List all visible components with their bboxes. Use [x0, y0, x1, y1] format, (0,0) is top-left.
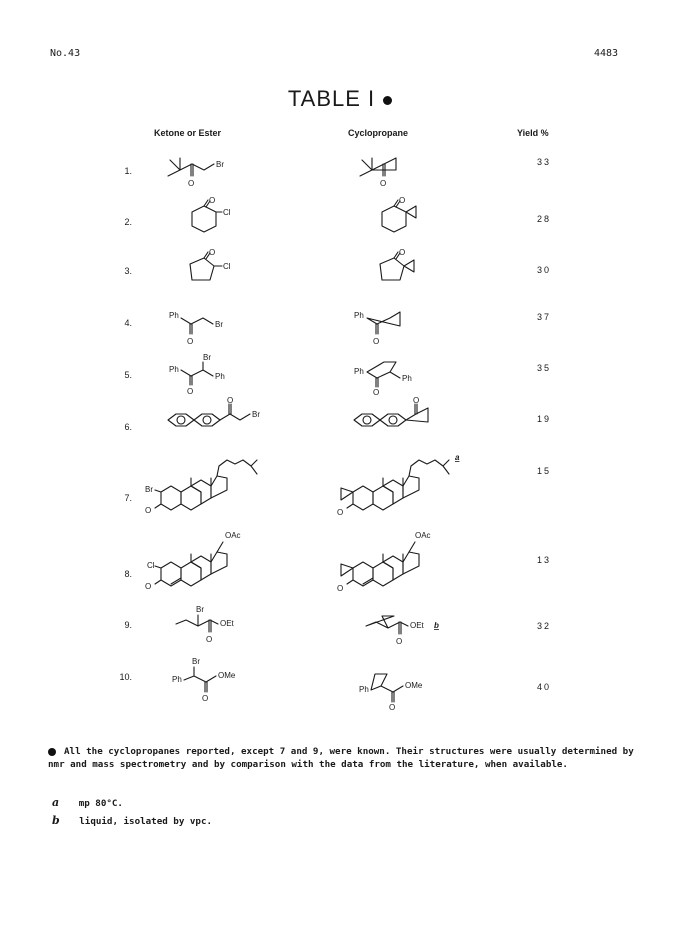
footnote-a-marker: a [52, 796, 60, 809]
atom-label-O: O [399, 196, 406, 205]
row-number: 3. [124, 266, 132, 276]
atom-label-Br: Br [203, 353, 211, 362]
atom-label-Br: Br [145, 485, 153, 494]
reactant-structure-10 [170, 654, 260, 703]
atom-label-Cl: Cl [147, 561, 155, 570]
atom-label-Ph: Ph [169, 311, 179, 320]
atom-label-O: O [413, 396, 420, 405]
reactant-structure-6 [160, 398, 270, 442]
atom-label-O: O [188, 179, 195, 188]
bullet-icon [48, 748, 56, 756]
product-structure-8 [335, 528, 475, 600]
atom-label-O: O [399, 248, 406, 257]
row-number: 4. [124, 318, 132, 328]
yield-value: 35 [536, 363, 551, 373]
row-number: 7. [124, 493, 132, 503]
row-number: 10. [119, 672, 132, 682]
atom-label-Ph: Ph [215, 372, 225, 381]
atom-label-O: O [337, 584, 344, 593]
table-title-text: TABLE I [287, 86, 376, 111]
atom-label-Ph: Ph [354, 311, 364, 320]
yield-value: 37 [536, 312, 551, 322]
row-number: 8. [124, 569, 132, 579]
product-structure-7 [335, 452, 475, 524]
journal-number: No.43 [50, 48, 81, 59]
column-header-yield: Yield % [517, 128, 549, 138]
atom-label-Br: Br [252, 410, 260, 419]
row-number: 6. [124, 422, 132, 432]
atom-label-O: O [145, 582, 152, 591]
reactant-structure-1 [160, 150, 250, 192]
footnote-marker-a: a [455, 453, 460, 462]
reactant-structure-3 [178, 250, 248, 290]
yield-value: 32 [536, 621, 551, 631]
atom-label-Br: Br [196, 605, 204, 614]
footnote-b-text: liquid, isolated by vpc. [79, 816, 213, 827]
product-structure-1 [352, 150, 432, 192]
atom-label-Br: Br [215, 320, 223, 329]
atom-label-OAc: OAc [415, 531, 431, 540]
reactant-structure-9 [170, 602, 260, 648]
yield-value: 19 [536, 414, 551, 424]
atom-label-O: O [209, 248, 216, 257]
atom-label-O: O [373, 388, 380, 397]
atom-label-O: O [187, 387, 194, 396]
atom-label-O: O [373, 337, 380, 346]
reactant-structure-8 [143, 528, 283, 600]
atom-label-Ph: Ph [402, 374, 412, 383]
atom-label-Cl: Cl [223, 262, 231, 271]
atom-label-O: O [396, 637, 403, 646]
product-structure-6 [350, 398, 450, 442]
atom-label-O: O [337, 508, 344, 517]
page-number: 4483 [594, 48, 619, 59]
footnote-main [48, 745, 648, 771]
row-number: 5. [124, 370, 132, 380]
row-number: 1. [124, 166, 132, 176]
atom-label-O: O [187, 337, 194, 346]
row-number: 9. [124, 620, 132, 630]
product-structure-5 [352, 352, 442, 396]
reactant-structure-5 [165, 352, 255, 396]
bullet-icon [383, 96, 392, 105]
product-structure-4 [352, 306, 432, 346]
product-structure-3 [372, 250, 432, 290]
atom-label-O: O [227, 396, 234, 405]
atom-label-Cl: Cl [223, 208, 231, 217]
footnote-b [52, 814, 212, 828]
reactant-structure-7 [143, 452, 283, 524]
atom-label-Ph: Ph [169, 365, 179, 374]
atom-label-O: O [202, 694, 209, 703]
atom-label-O: O [145, 506, 152, 515]
atom-label-Ph: Ph [172, 675, 182, 684]
column-header-reactant: Ketone or Ester [154, 128, 222, 138]
atom-label-OMe: OMe [218, 671, 236, 680]
atom-label-Br: Br [192, 657, 200, 666]
atom-label-OEt: OEt [220, 619, 234, 628]
atom-label-O: O [389, 703, 396, 712]
footnote-a-text: mp 80°C. [78, 798, 123, 809]
product-structure-9 [360, 604, 470, 648]
atom-label-O: O [380, 179, 387, 188]
atom-label-OAc: OAc [225, 531, 241, 540]
table-title [0, 86, 680, 112]
atom-label-O: O [209, 196, 216, 205]
yield-value: 40 [536, 682, 551, 692]
product-structure-2 [372, 198, 432, 238]
yield-value: 13 [536, 555, 551, 565]
column-header-product: Cyclopropane [348, 128, 409, 138]
reactant-structure-2 [178, 198, 248, 238]
atom-label-OMe: OMe [405, 681, 423, 690]
yield-value: 33 [536, 157, 551, 167]
footnote-marker-b: b [434, 621, 439, 630]
product-structure-10 [357, 664, 447, 710]
footnote-b-marker: b [52, 814, 60, 827]
atom-label-Ph: Ph [359, 685, 369, 694]
yield-value: 28 [536, 214, 551, 224]
yield-value: 15 [536, 466, 551, 476]
row-number: 2. [124, 217, 132, 227]
atom-label-Ph: Ph [354, 367, 364, 376]
atom-label-OEt: OEt [410, 621, 424, 630]
atom-label-Br: Br [216, 160, 224, 169]
yield-value: 30 [536, 265, 551, 275]
footnote-main-text: All the cyclopropanes reported, except 7 and 9, were known. Their structures were usually determined by nmr and mass spectrometry and by comparison with the data from the literature, when available. [48, 746, 634, 770]
reactant-structure-4 [165, 306, 255, 346]
footnote-a [52, 796, 123, 810]
atom-label-O: O [206, 635, 213, 644]
